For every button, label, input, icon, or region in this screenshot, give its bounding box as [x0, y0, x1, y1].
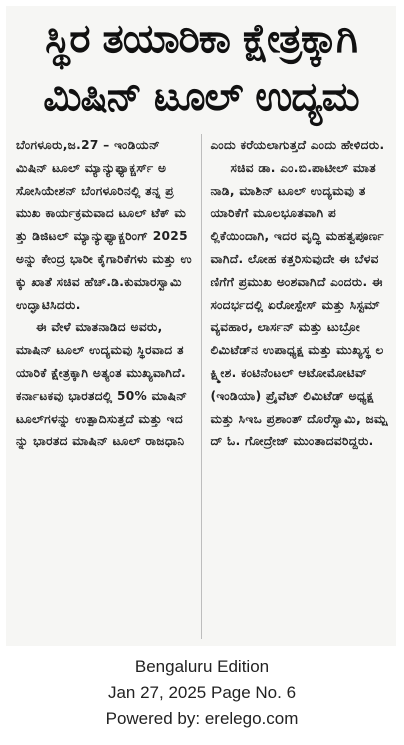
powered-by-label: Powered by: erelego.com [105, 709, 299, 728]
headline-line-2: ಮಿಷಿನ್ ಟೂಲ್ ಉದ್ಯಮ [43, 74, 359, 120]
headline-line-1: ಸ್ಥಿರ ತಯಾರಿಕಾ ಕ್ಷೇತ್ರಕ್ಕಾಗಿ [45, 16, 357, 62]
article-column-left [16, 134, 201, 639]
date-page-label: Jan 27, 2025 Page No. 6 [107, 683, 297, 702]
paragraph-4: ಸಚಿವ ಡಾ. ಎಂ.ಬಿ.ಪಾಟೀಲ್ ಮಾತನಾಡಿ, ಮಾಶಿನ್ ಟೂಲ್ ಉದ್ಯಮವು ತಯಾರಿಕೆಗೆ ಮೂಲಭೂತವಾಗಿ ಪಲ್ಲಿಕೆಯಿಂದಾಗಿ, ಇದರ ವೃದ್ಧಿ ಮಹತ್ವಪೂರ್ಣವಾಗಿದೆ. ಲೋಹ ಕತ್ತರಿಸುವುದೇ ಈ ಬೆಳವಣಿಗೆಗೆ ಪ್ರಮುಖ ಅಂಶವಾಗಿದೆ ಎಂದರು. ಈ ಸಂದರ್ಭದಲ್ಲಿ ಏರೋಸ್ಪೇಸ್ ಮತ್ತು ಸಿಸ್ಟಮ್ ವ್ಯವಹಾರ, ಲಾರ್ಸನ್ ಮತ್ತು ಟುಬ್ರೋ ಲಿಮಿಟೆಡ್‌ನ ಉಪಾಧ್ಯಕ್ಷ ಮತ್ತು ಮುಖ್ಯಸ್ಥ ಲಕ್ಷ್ಮೀಶ. ಕಂಟಿನೆಂಟಲ್ ಆಟೋಮೋಟಿವ್ (ಇಂಡಿಯಾ) ಪ್ರೈವೆಟ್ ಲಿಮಿಟೆಡ್ ಅಧ್ಯಕ್ಷ ಮತ್ತು ಸಿಇಒ ಪ್ರಶಾಂತ್ ದೊರೆಸ್ವಾಮಿ, ಜಮ್ಷದ್ ಓ. ಗೋದ್ರೇಜ್ ಮುಂತಾದವರಿದ್ದರು. [210, 160, 388, 449]
paragraph-3: ಎಂದು ಕರೆಯಲಾಗುತ್ತದೆ ಎಂದು ಹೇಳಿದರು. [210, 138, 385, 152]
article-body [16, 134, 388, 639]
edition-label: Bengaluru Edition [134, 657, 270, 676]
article-column-right [201, 134, 388, 639]
page-footer [0, 654, 404, 732]
paragraph-2: ಈ ವೇಳೆ ಮಾತನಾಡಿದ ಅವರು, ಮಾಷಿನ್ ಟೂಲ್ ಉದ್ಯಮವು ಸ್ಥಿರವಾದ ತಯಾರಿಕೆ ಕ್ಷೇತ್ರಕ್ಕಾಗಿ ಅತ್ಯಂತ ಮುಖ್ಯವಾಗಿದೆ. ಕರ್ನಾಟಕವು ಭಾರತದಲ್ಲಿ 50% ಮಾಷಿನ್ ಟೂಲ್‌ಗಳನ್ನು ಉತ್ಪಾದಿಸುತ್ತದೆ ಮತ್ತು ಇದನ್ನು ಭಾರತದ ಮಾಷಿನ್ ಟೂಲ್ ರಾಜಧಾನಿ [16, 320, 188, 449]
paragraph-1: ಇಂಡಿಯನ್ ಮಿಷಿನ್ ಟೂಲ್ ಮ್ಯಾನ್ಯುಫ್ಯಾಕ್ಚರ್ಸ್ ಅಸೋಸಿಯೇಶನ್ ಬೆಂಗಳೂರಿನಲ್ಲಿ ತನ್ನ ಪ್ರಮುಖ ಕಾರ್ಯಕ್ರಮವಾದ ಟೂಲ್ ಟೆಕ್ ಮತ್ತು ಡಿಜಿಟಲ್ ಮ್ಯಾನ್ಯುಫ್ಯಾಕ್ಚರಿಂಗ್ 2025 ಅನ್ನು ಕೇಂದ್ರ ಭಾರೀ ಕೈಗಾರಿಕೆಗಳು ಮತ್ತು ಉಕ್ಕು ಖಾತೆ ಸಚಿವ ಹೆಚ್.ಡಿ.ಕುಮಾರಸ್ವಾಮಿ ಉದ್ಘಾಟಿಸಿದರು. [16, 138, 193, 312]
dateline: ಬೆಂಗಳೂರು,ಜ.27 – [16, 138, 110, 152]
article-headline [6, 10, 396, 126]
newspaper-clipping [6, 6, 396, 646]
